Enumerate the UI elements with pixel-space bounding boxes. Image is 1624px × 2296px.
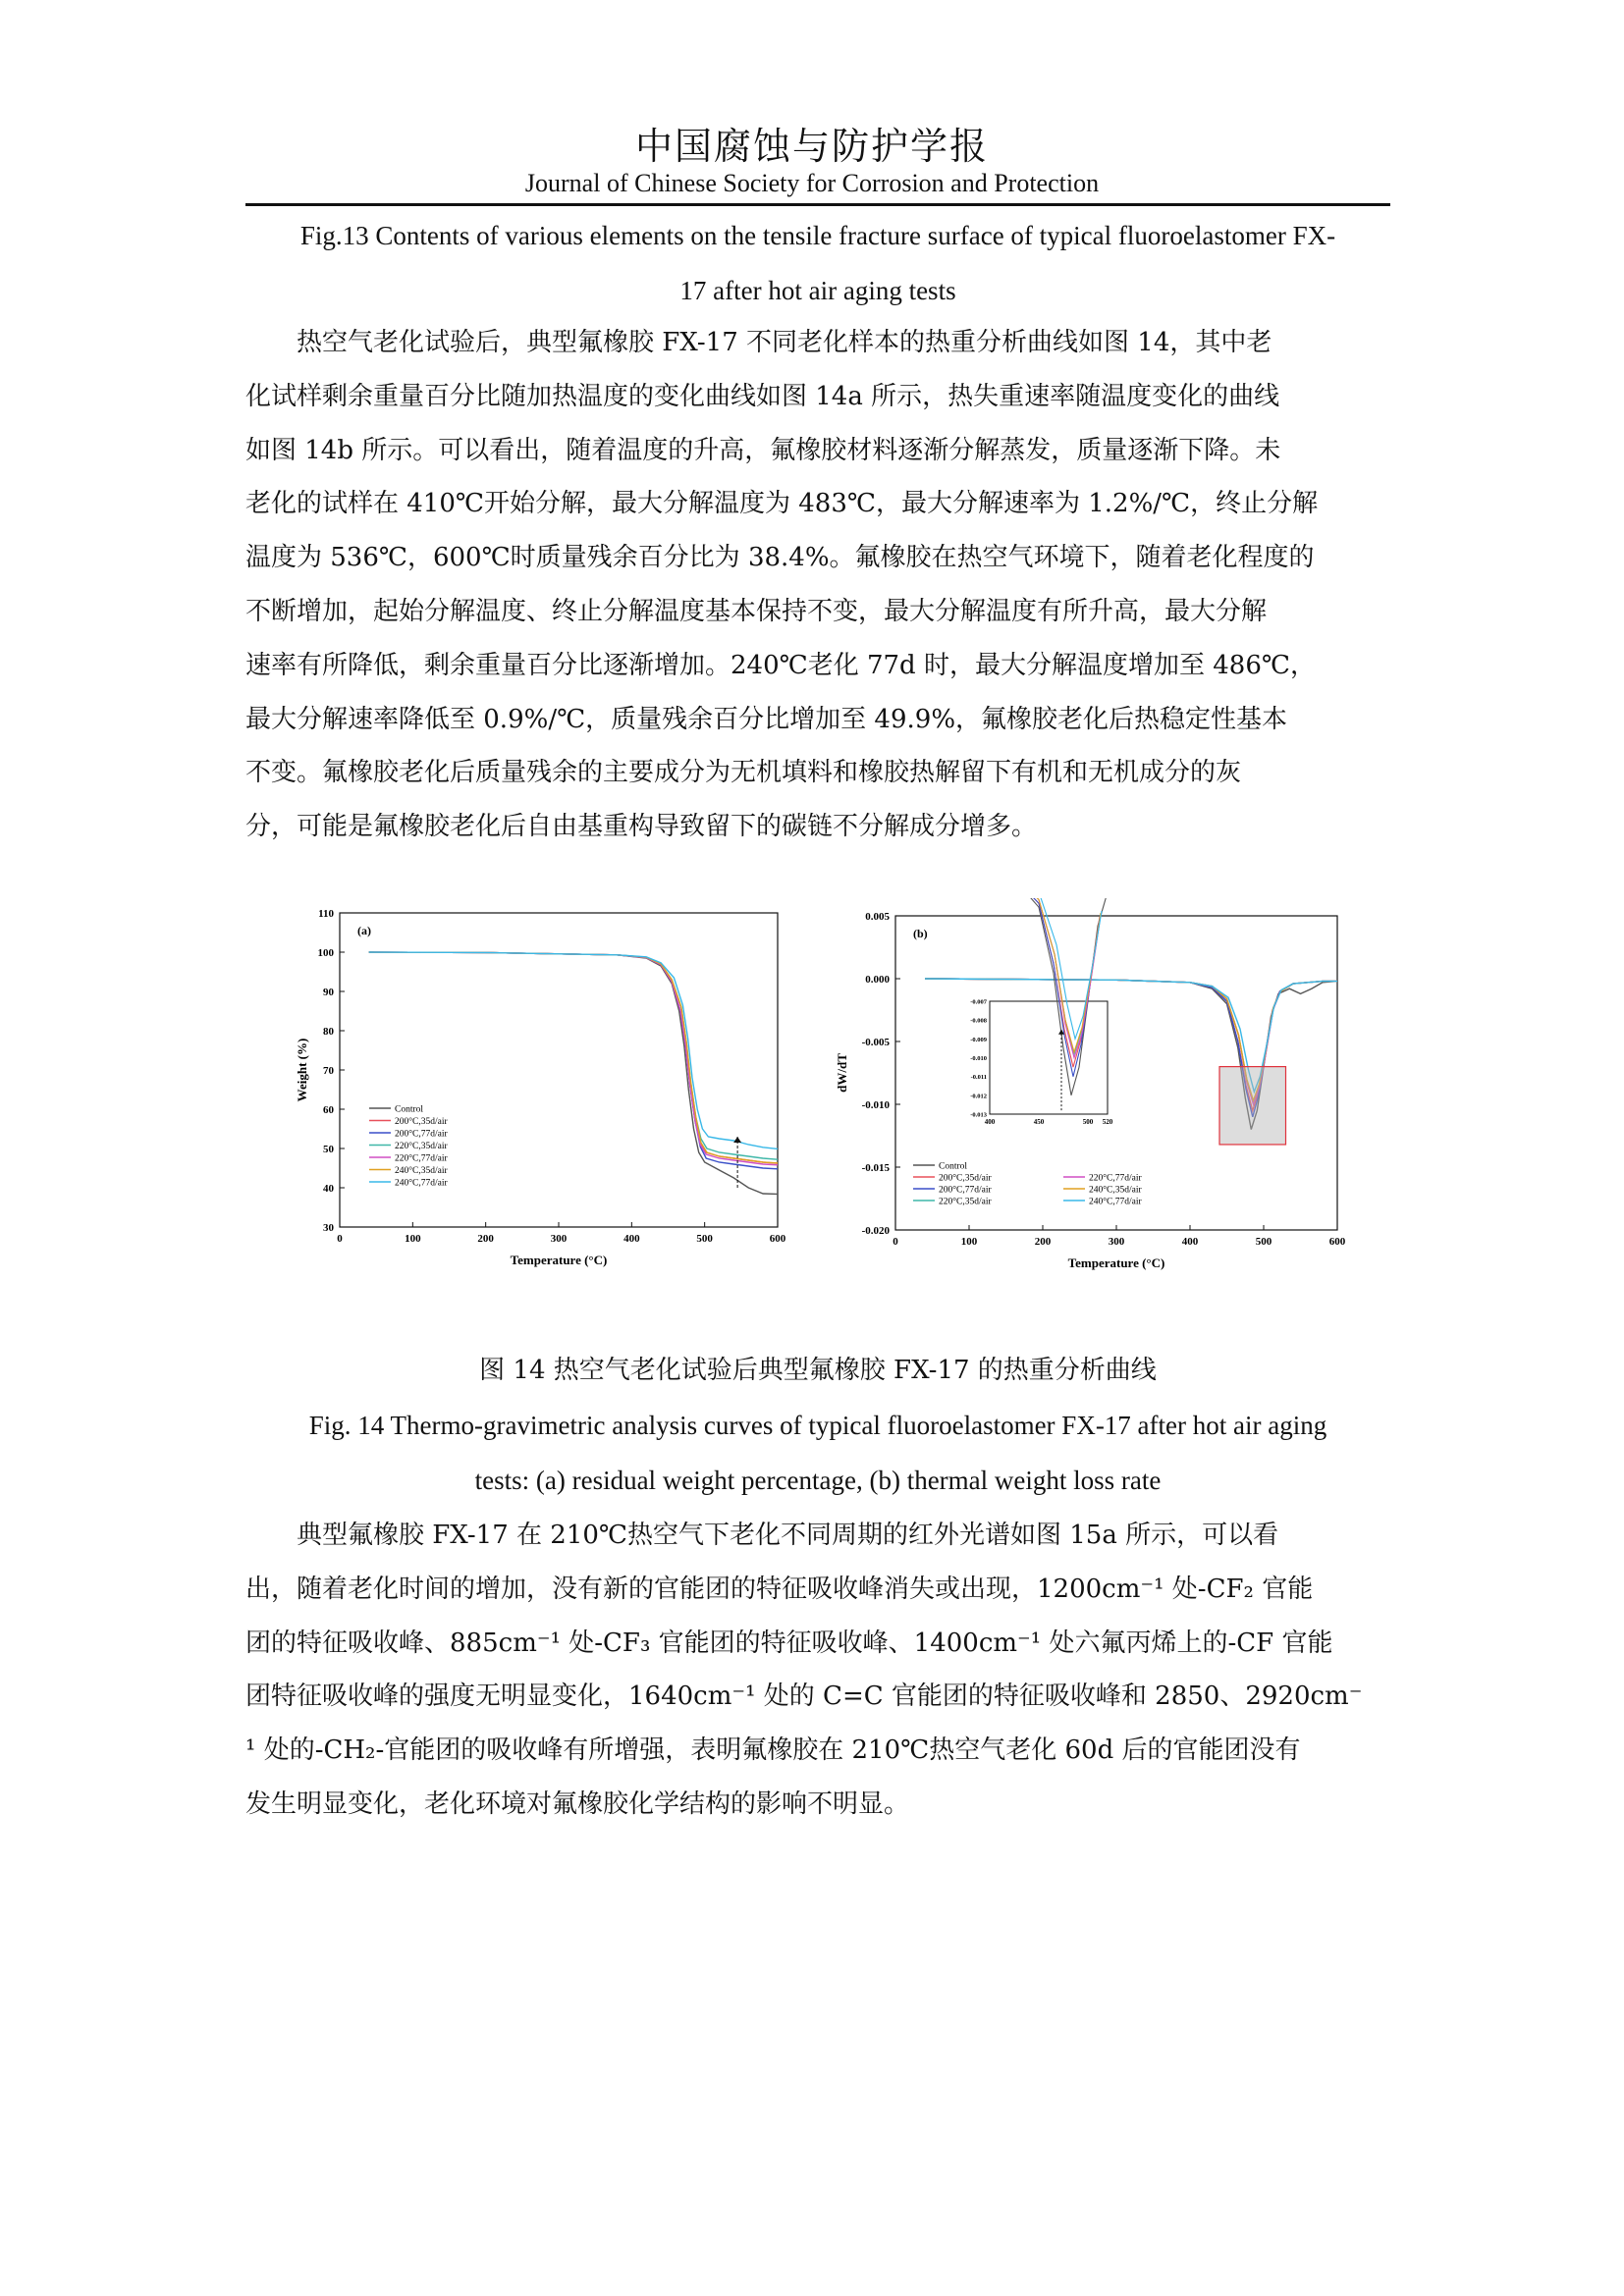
legend-label: 220°C,35d/air	[939, 1197, 992, 1207]
legend-label: Control	[939, 1161, 968, 1172]
paragraph-line: 出，随着老化时间的增加，没有新的官能团的特征吸收峰消失或出现，1200cm⁻¹ 处-CF₂ 官能	[245, 1574, 1314, 1604]
fig13-caption-line1: Fig.13 Contents of various elements on the tensile fracture surface of typical fluoroelastomer FX-	[299, 221, 1336, 250]
legend-label: 200°C,35d/air	[939, 1173, 992, 1184]
x-tick-label: 400	[1181, 1236, 1199, 1248]
paragraph-line: 典型氟橡胶 FX-17 在 210℃热空气下老化不同周期的红外光谱如图 15a 所示，可以看	[245, 1521, 1279, 1550]
paragraph-line: 化试样剩余重量百分比随加热温度的变化曲线如图 14a 所示，热失重速率随温度变化的曲线	[245, 381, 1280, 411]
y-tick-label: 100	[317, 947, 334, 959]
legend-label: 220°C,35d/air	[395, 1142, 448, 1151]
legend-label: 220°C,77d/air	[395, 1153, 448, 1164]
inset-y-tick-label: -0.009	[970, 1036, 987, 1043]
paragraph-ir-discussion	[245, 1509, 1390, 1832]
inset-y-tick-label: -0.008	[970, 1017, 987, 1025]
inset-x-tick-label: 500	[1082, 1118, 1094, 1126]
paragraph-line: 团的特征吸收峰、885cm⁻¹ 处-CF₃ 官能团的特征吸收峰、1400cm⁻¹ 处六氟丙烯上的-CF 官能	[245, 1628, 1333, 1658]
x-tick-label: 0	[337, 1233, 343, 1245]
fig13-caption-line2: 17 after hot air aging tests	[679, 276, 956, 305]
y-tick-label: -0.005	[861, 1037, 890, 1048]
legend-label: 200°C,77d/air	[939, 1185, 992, 1196]
y-tick-label: 50	[323, 1144, 334, 1155]
y-tick-label: 60	[323, 1104, 334, 1116]
inset-x-tick-label: 400	[984, 1118, 996, 1126]
x-axis-label: Temperature (°C)	[1067, 1255, 1165, 1270]
legend-label: 200°C,35d/air	[395, 1117, 448, 1127]
fig14-caption-en-line2: tests: (a) residual weight percentage, (b) thermal weight loss rate	[474, 1466, 1162, 1495]
x-tick-label: 400	[623, 1233, 640, 1245]
trend-arrow-head	[733, 1137, 741, 1143]
x-axis-label: Temperature (°C)	[510, 1253, 608, 1267]
paragraph-line: 温度为 536℃，600℃时质量残余百分比为 38.4%。氟橡胶在热空气环境下，随着老化程度的	[245, 543, 1315, 573]
panel-label: (a)	[357, 924, 371, 937]
chart-weight-percentage	[295, 898, 805, 1291]
paragraph-line: 热空气老化试验后，典型氟橡胶 FX-17 不同老化样本的热重分析曲线如图 14，其中老	[245, 328, 1272, 357]
y-tick-label: -0.015	[861, 1162, 890, 1174]
inset-x-tick-label: 520	[1102, 1118, 1113, 1126]
inset-y-tick-label: -0.007	[970, 998, 987, 1006]
paragraph-line: 不变。氟橡胶老化后质量残余的主要成分为无机填料和橡胶热解留下有机和无机成分的灰	[245, 758, 1242, 788]
inset-frame	[990, 1001, 1108, 1114]
journal-title-en: Journal of Chinese Society for Corrosion and Protection	[524, 169, 1100, 197]
x-tick-label: 300	[1108, 1236, 1125, 1248]
x-tick-label: 500	[696, 1233, 713, 1245]
legend-label: 240°C,35d/air	[1089, 1185, 1142, 1196]
legend-label: 240°C,77d/air	[1089, 1197, 1142, 1207]
inset-y-tick-label: -0.012	[970, 1093, 987, 1100]
x-tick-label: 100	[960, 1236, 978, 1248]
y-axis-label: dW/dT	[835, 1053, 849, 1093]
fig14-caption-en-line1: Fig. 14 Thermo-gravimetric analysis curves of typical fluoroelastomer FX-17 after hot air aging	[308, 1411, 1327, 1440]
legend-label: Control	[395, 1104, 424, 1115]
y-tick-label: 70	[323, 1065, 334, 1077]
y-tick-label: 0.005	[865, 911, 890, 923]
journal-title-cn: 中国腐蚀与防护学报	[634, 125, 989, 168]
inset-y-tick-label: -0.011	[970, 1074, 987, 1082]
inset-y-tick-label: -0.010	[970, 1055, 987, 1062]
inset-y-tick-label: -0.013	[970, 1111, 987, 1119]
x-tick-label: 200	[477, 1233, 494, 1245]
x-tick-label: 300	[550, 1233, 568, 1245]
paragraph-line: 分，可能是氟橡胶老化后自由基重构导致留下的碳链不分解成分增多。	[245, 812, 1038, 842]
paragraph-line: 老化的试样在 410℃开始分解，最大分解温度为 483℃，最大分解速率为 1.2%/℃，终止分解	[245, 489, 1319, 519]
y-tick-label: -0.020	[861, 1225, 890, 1237]
y-tick-label: -0.010	[861, 1099, 890, 1111]
y-axis-label: Weight (%)	[295, 1038, 309, 1102]
paragraph-line: 速率有所降低，剩余重量百分比逐渐增加。240℃老化 77d 时，最大分解温度增加至 486℃，	[245, 650, 1316, 680]
zoom-highlight-box	[1219, 1067, 1286, 1145]
x-tick-label: 200	[1034, 1236, 1052, 1248]
y-tick-label: 80	[323, 1026, 334, 1038]
y-tick-label: 110	[318, 908, 334, 920]
paragraph-line: ¹ 处的-CH₂-官能团的吸收峰有所增强，表明氟橡胶在 210℃热空气老化 60d 后的官能团没有	[245, 1735, 1301, 1766]
x-tick-label: 600	[1328, 1236, 1346, 1248]
y-tick-label: 0.000	[865, 974, 890, 986]
y-tick-label: 90	[323, 987, 334, 998]
x-tick-label: 600	[769, 1233, 786, 1245]
y-tick-label: 30	[323, 1222, 334, 1234]
paragraph-tga-discussion	[245, 316, 1390, 854]
chart-weight-loss-rate	[835, 898, 1365, 1291]
inset-x-tick-label: 450	[1033, 1118, 1045, 1126]
paragraph-line: 不断增加，起始分解温度、终止分解温度基本保持不变，最大分解温度有所升高，最大分解	[245, 596, 1268, 626]
panel-label: (b)	[913, 927, 928, 940]
legend-label: 200°C,77d/air	[395, 1129, 448, 1140]
paragraph-line: 发生明显变化，老化环境对氟橡胶化学结构的影响不明显。	[245, 1789, 910, 1819]
y-tick-label: 40	[323, 1183, 334, 1195]
header-divider	[245, 203, 1390, 206]
fig14-caption-cn: 图 14 热空气老化试验后典型氟橡胶 FX-17 的热重分析曲线	[479, 1356, 1157, 1385]
legend-label: 220°C,77d/air	[1089, 1173, 1142, 1184]
paragraph-line: 团特征吸收峰的强度无明显变化，1640cm⁻¹ 处的 C=C 官能团的特征吸收峰和 2850、2920cm⁻	[245, 1682, 1363, 1712]
x-tick-label: 100	[405, 1233, 421, 1245]
x-tick-label: 500	[1255, 1236, 1272, 1248]
legend-label: 240°C,77d/air	[395, 1178, 448, 1189]
x-tick-label: 0	[893, 1236, 898, 1248]
legend-label: 240°C,35d/air	[395, 1166, 448, 1176]
paragraph-line: 如图 14b 所示。可以看出，随着温度的升高，氟橡胶材料逐渐分解蒸发，质量逐渐下降。未	[245, 435, 1281, 465]
paragraph-line: 最大分解速率降低至 0.9%/℃，质量残余百分比增加至 49.9%，氟橡胶老化后热稳定性基本	[245, 704, 1288, 734]
